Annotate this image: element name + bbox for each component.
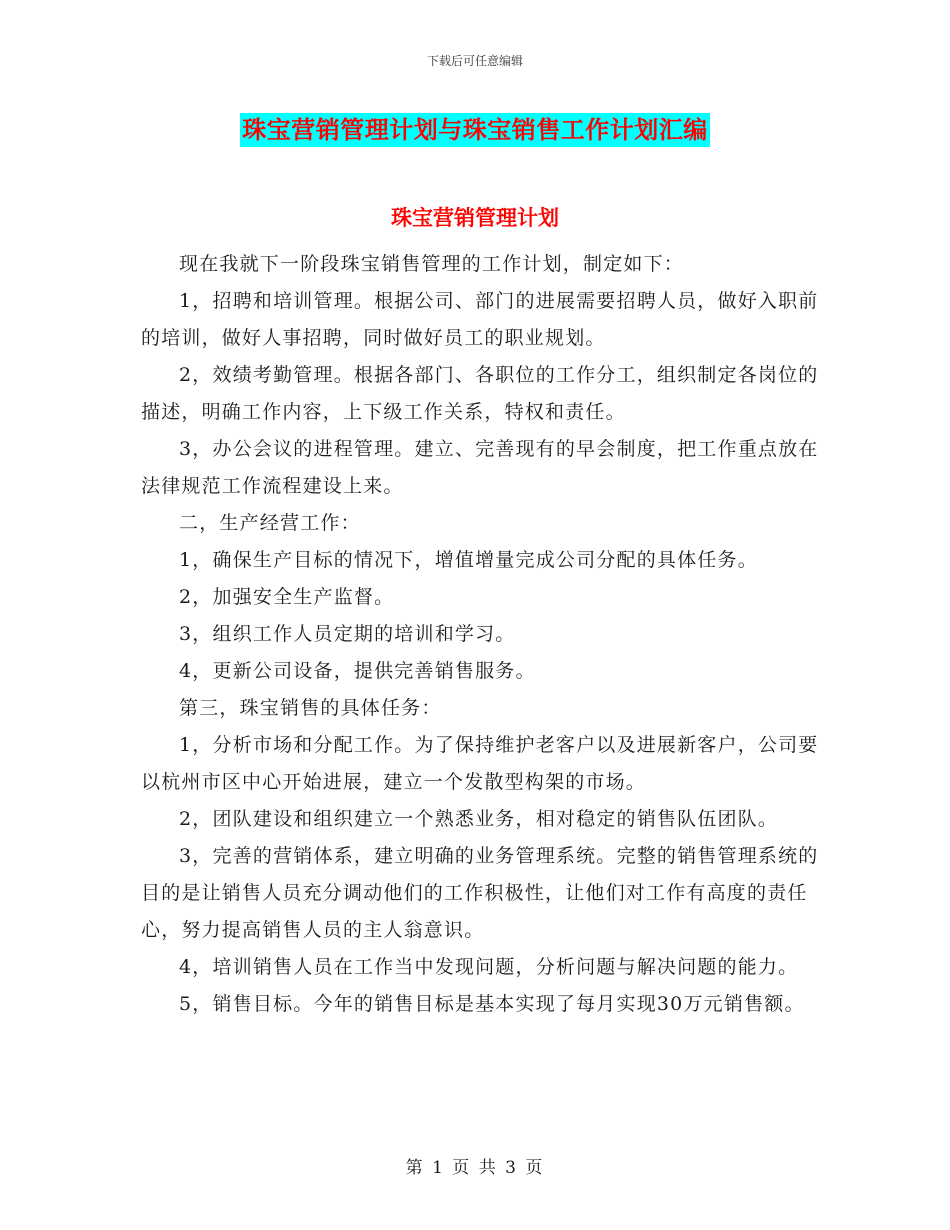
paragraph: 现在我就下一阶段珠宝销售管理的工作计划，制定如下： — [179, 253, 685, 275]
paragraph: 3，办公会议的进程管理。建立、完善现有的早会制度，把工作重点放在法律规范工作流程建设上来。 — [141, 438, 819, 497]
paragraph: 1，招聘和培训管理。根据公司、部门的进展需要招聘人员，做好入职前的培训，做好人事招聘，同时做好员工的职业规划。 — [141, 290, 819, 349]
paragraph: 2，团队建设和组织建立一个熟悉业务，相对稳定的销售队伍团队。 — [179, 808, 779, 830]
document-body — [141, 246, 821, 1023]
paragraph: 1，确保生产目标的情况下，增值增量完成公司分配的具体任务。 — [179, 549, 758, 571]
page-footer: 第 1 页 共 3 页 — [405, 1158, 545, 1178]
paragraph: 第三，珠宝销售的具体任务： — [179, 697, 442, 719]
paragraph: 5，销售目标。今年的销售目标是基本实现了每月实现30万元销售额。 — [179, 993, 805, 1015]
paragraph: 3，完善的营销体系，建立明确的业务管理系统。完整的销售管理系统的目的是让销售人员充分调动他们的工作积极性，让他们对工作有高度的责任心，努力提高销售人员的主人翁意识。 — [141, 845, 819, 941]
paragraph: 4，更新公司设备，提供完善销售服务。 — [179, 660, 536, 682]
paragraph: 4，培训销售人员在工作当中发现问题，分析问题与解决问题的能力。 — [179, 956, 799, 978]
section-title: 珠宝营销管理计划 — [391, 205, 559, 230]
paragraph: 1，分析市场和分配工作。为了保持维护老客户以及进展新客户，公司要以杭州市区中心开始进展，建立一个发散型构架的市场。 — [141, 734, 819, 793]
paragraph: 2，效绩考勤管理。根据各部门、各职位的工作分工，组织制定各岗位的描述，明确工作内容，上下级工作关系，特权和责任。 — [141, 364, 819, 423]
paragraph: 2，加强安全生产监督。 — [179, 586, 395, 608]
header-note: 下载后可任意编辑 — [426, 54, 523, 68]
paragraph: 3，组织工作人员定期的培训和学习。 — [179, 623, 516, 645]
paragraph: 二，生产经营工作： — [179, 512, 361, 534]
document-title: 珠宝营销管理计划与珠宝销售工作计划汇编 — [240, 113, 710, 147]
main-title-container — [0, 113, 950, 147]
